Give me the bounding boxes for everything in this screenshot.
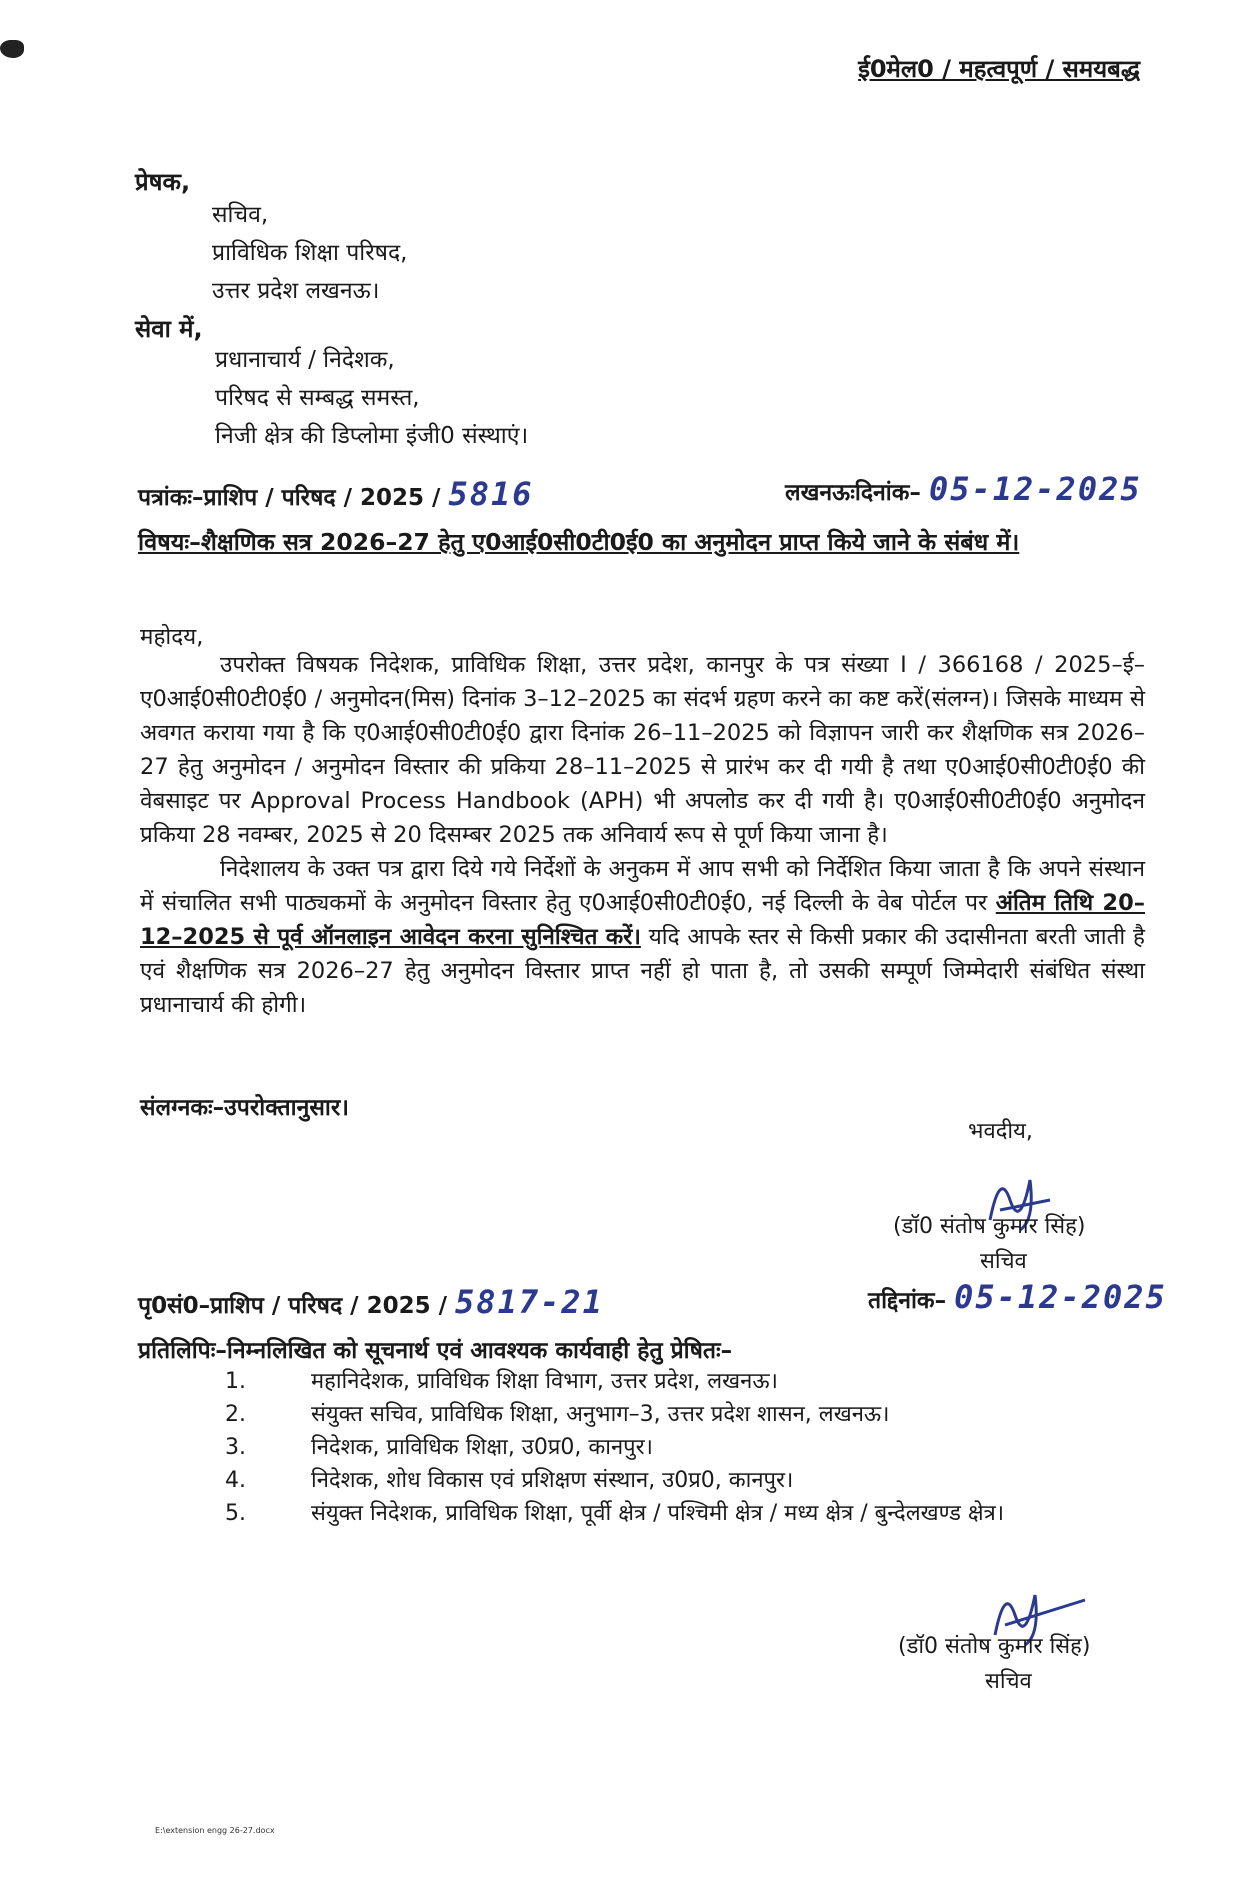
letter-date <box>785 470 1142 508</box>
instruction-text: निदेशालय के उक्त पत्र द्वारा दिये गये निर्देशों के अनुकम में आप सभी को निर्देशित किया जाता है कि अपने संस्थान में संचालित सभी पाठ्यकमों के अनुमोदन विस्तार हेतु ए0आई0सी0टी0ई0, नई दिल्ली के वेब पोर्टल पर <box>140 856 1145 916</box>
list-item: 4. निदेशक, शोध विकास एवं प्रशिक्षण संस्थान, उ0प्र0, कानपुर। <box>225 1468 794 1493</box>
responsibility-text: यदि आपके स्तर से किसी प्रकार की उदासीनता बरती जाती है एवं शैक्षणिक सत्र 2026–27 हेतु अनुमोदन विस्तार प्राप्त नहीं हो पाता है, तो उसकी सम्पूर्ण जिम्मेदारी संबंधित संस्था प्रधानाचार्य की होगी। <box>140 924 1145 1018</box>
copy-number-prefix: पृ0सं0–प्राशिप / परिषद / 2025 / <box>138 1293 448 1319</box>
sender-line: सचिव, <box>212 202 269 228</box>
signatory-title: सचिव <box>980 1249 1027 1274</box>
copy-date-label: तद्दिनांक– <box>868 1288 947 1314</box>
closing: भवदीय, <box>968 1119 1033 1144</box>
signatory-name: (डॉ0 संतोष कुमार सिंह) <box>898 1634 1091 1659</box>
sender-line: उत्तर प्रदेश लखनऊ। <box>212 278 380 304</box>
body-paragraph <box>140 852 1145 1022</box>
deadline-emphasis: अंतिम तिथि 20–12–2025 से पूर्व ऑनलाइन आवेदन करना सुनिश्चित करें। <box>140 890 1145 950</box>
copy-to-heading: प्रतिलिपिः–निम्नलिखित को सूचनार्थ एवं आवश्यक कार्यवाही हेतु प्रेषितः– <box>138 1338 733 1364</box>
letter-number-handwritten: 5816 <box>448 475 534 513</box>
recipient-line: परिषद से सम्बद्ध समस्त, <box>215 385 420 411</box>
letter-body <box>140 648 1145 1022</box>
copy-number-handwritten: 5817-21 <box>455 1283 604 1321</box>
file-path: E:\extension engg 26-27.docx <box>155 1826 275 1835</box>
copy-to-list <box>225 1365 1004 1530</box>
copy-number <box>138 1283 604 1321</box>
recipient-label: सेवा में, <box>135 315 203 343</box>
ink-blot <box>0 40 24 58</box>
signatory-title: सचिव <box>985 1669 1032 1694</box>
sender-line: प्राविधिक शिक्षा परिषद, <box>212 240 408 266</box>
list-item: 3. निदेशक, प्राविधिक शिक्षा, उ0प्र0, कानपुर। <box>225 1435 654 1460</box>
sender-label: प्रेषक, <box>135 168 191 196</box>
list-item: 1. महानिदेशक, प्राविधिक शिक्षा विभाग, उत्तर प्रदेश, लखनऊ। <box>225 1369 778 1394</box>
header-tag: ई0मेल0 / महत्वपूर्ण / समयबद्ध <box>858 55 1140 83</box>
letter-number-prefix: पत्रांकः–प्राशिप / परिषद / 2025 / <box>138 485 441 511</box>
list-item: 5. संयुक्त निदेशक, प्राविधिक शिक्षा, पूर्वी क्षेत्र / पश्चिमी क्षेत्र / मध्य क्षेत्र / बुन्देलखण्ड क्षेत्र। <box>225 1501 1005 1526</box>
signatory-name: (डॉ0 संतोष कुमार सिंह) <box>893 1214 1086 1239</box>
recipient-line: निजी क्षेत्र की डिप्लोमा इंजी0 संस्थाएं। <box>215 423 529 449</box>
subject-line: विषयः–शैक्षणिक सत्र 2026–27 हेतु ए0आई0सी0टी0ई0 का अनुमोदन प्राप्त किये जाने के संबंध में। <box>138 528 1020 556</box>
recipient-address <box>215 341 528 455</box>
copy-handwritten-date: 05-12-2025 <box>954 1278 1167 1316</box>
salutation: महोदय, <box>140 624 204 650</box>
letter-number <box>138 475 534 513</box>
list-item: 2. संयुक्त सचिव, प्राविधिक शिक्षा, अनुभाग–3, उत्तर प्रदेश शासन, लखनऊ। <box>225 1402 890 1427</box>
handwritten-date: 05-12-2025 <box>928 470 1142 508</box>
body-paragraph: उपरोक्त विषयक निदेशक, प्राविधिक शिक्षा, उत्तर प्रदेश, कानपुर के पत्र संख्या I / 366168 / 2025–ई–ए0आई0सी0टी0ई0 / अनुमोदन(मिस) दिनांक 3–12–2025 का संदर्भ ग्रहण करने का कष्ट करें(संलग्न)। जिसके माध्यम से अवगत कराया गया है कि ए0आई0सी0टी0ई0 द्वारा दिनांक 26–11–2025 को विज्ञापन जारी कर शैक्षणिक सत्र 2026–27 हेतु अनुमोदन / अनुमोदन विस्तार की प्रकिया 28–11–2025 से प्रारंभ कर दी गयी है तथा ए0आई0सी0टी0ई0 की वेबसाइट पर Approval Process Handbook (APH) भी अपलोड कर दी गयी है। ए0आई0सी0टी0ई0 अनुमोदन प्रकिया 28 नवम्बर, 2025 से 20 दिसम्बर 2025 तक अनिवार्य रूप से पूर्ण किया जाना है। <box>140 652 1145 848</box>
recipient-line: प्रधानाचार्य / निदेशक, <box>215 347 395 373</box>
enclosure-note: संलग्नकः–उपरोक्तानुसार। <box>140 1095 350 1121</box>
sender-address <box>212 196 407 310</box>
place-date-label: लखनऊःदिनांक– <box>785 480 921 506</box>
copy-date <box>868 1278 1167 1316</box>
